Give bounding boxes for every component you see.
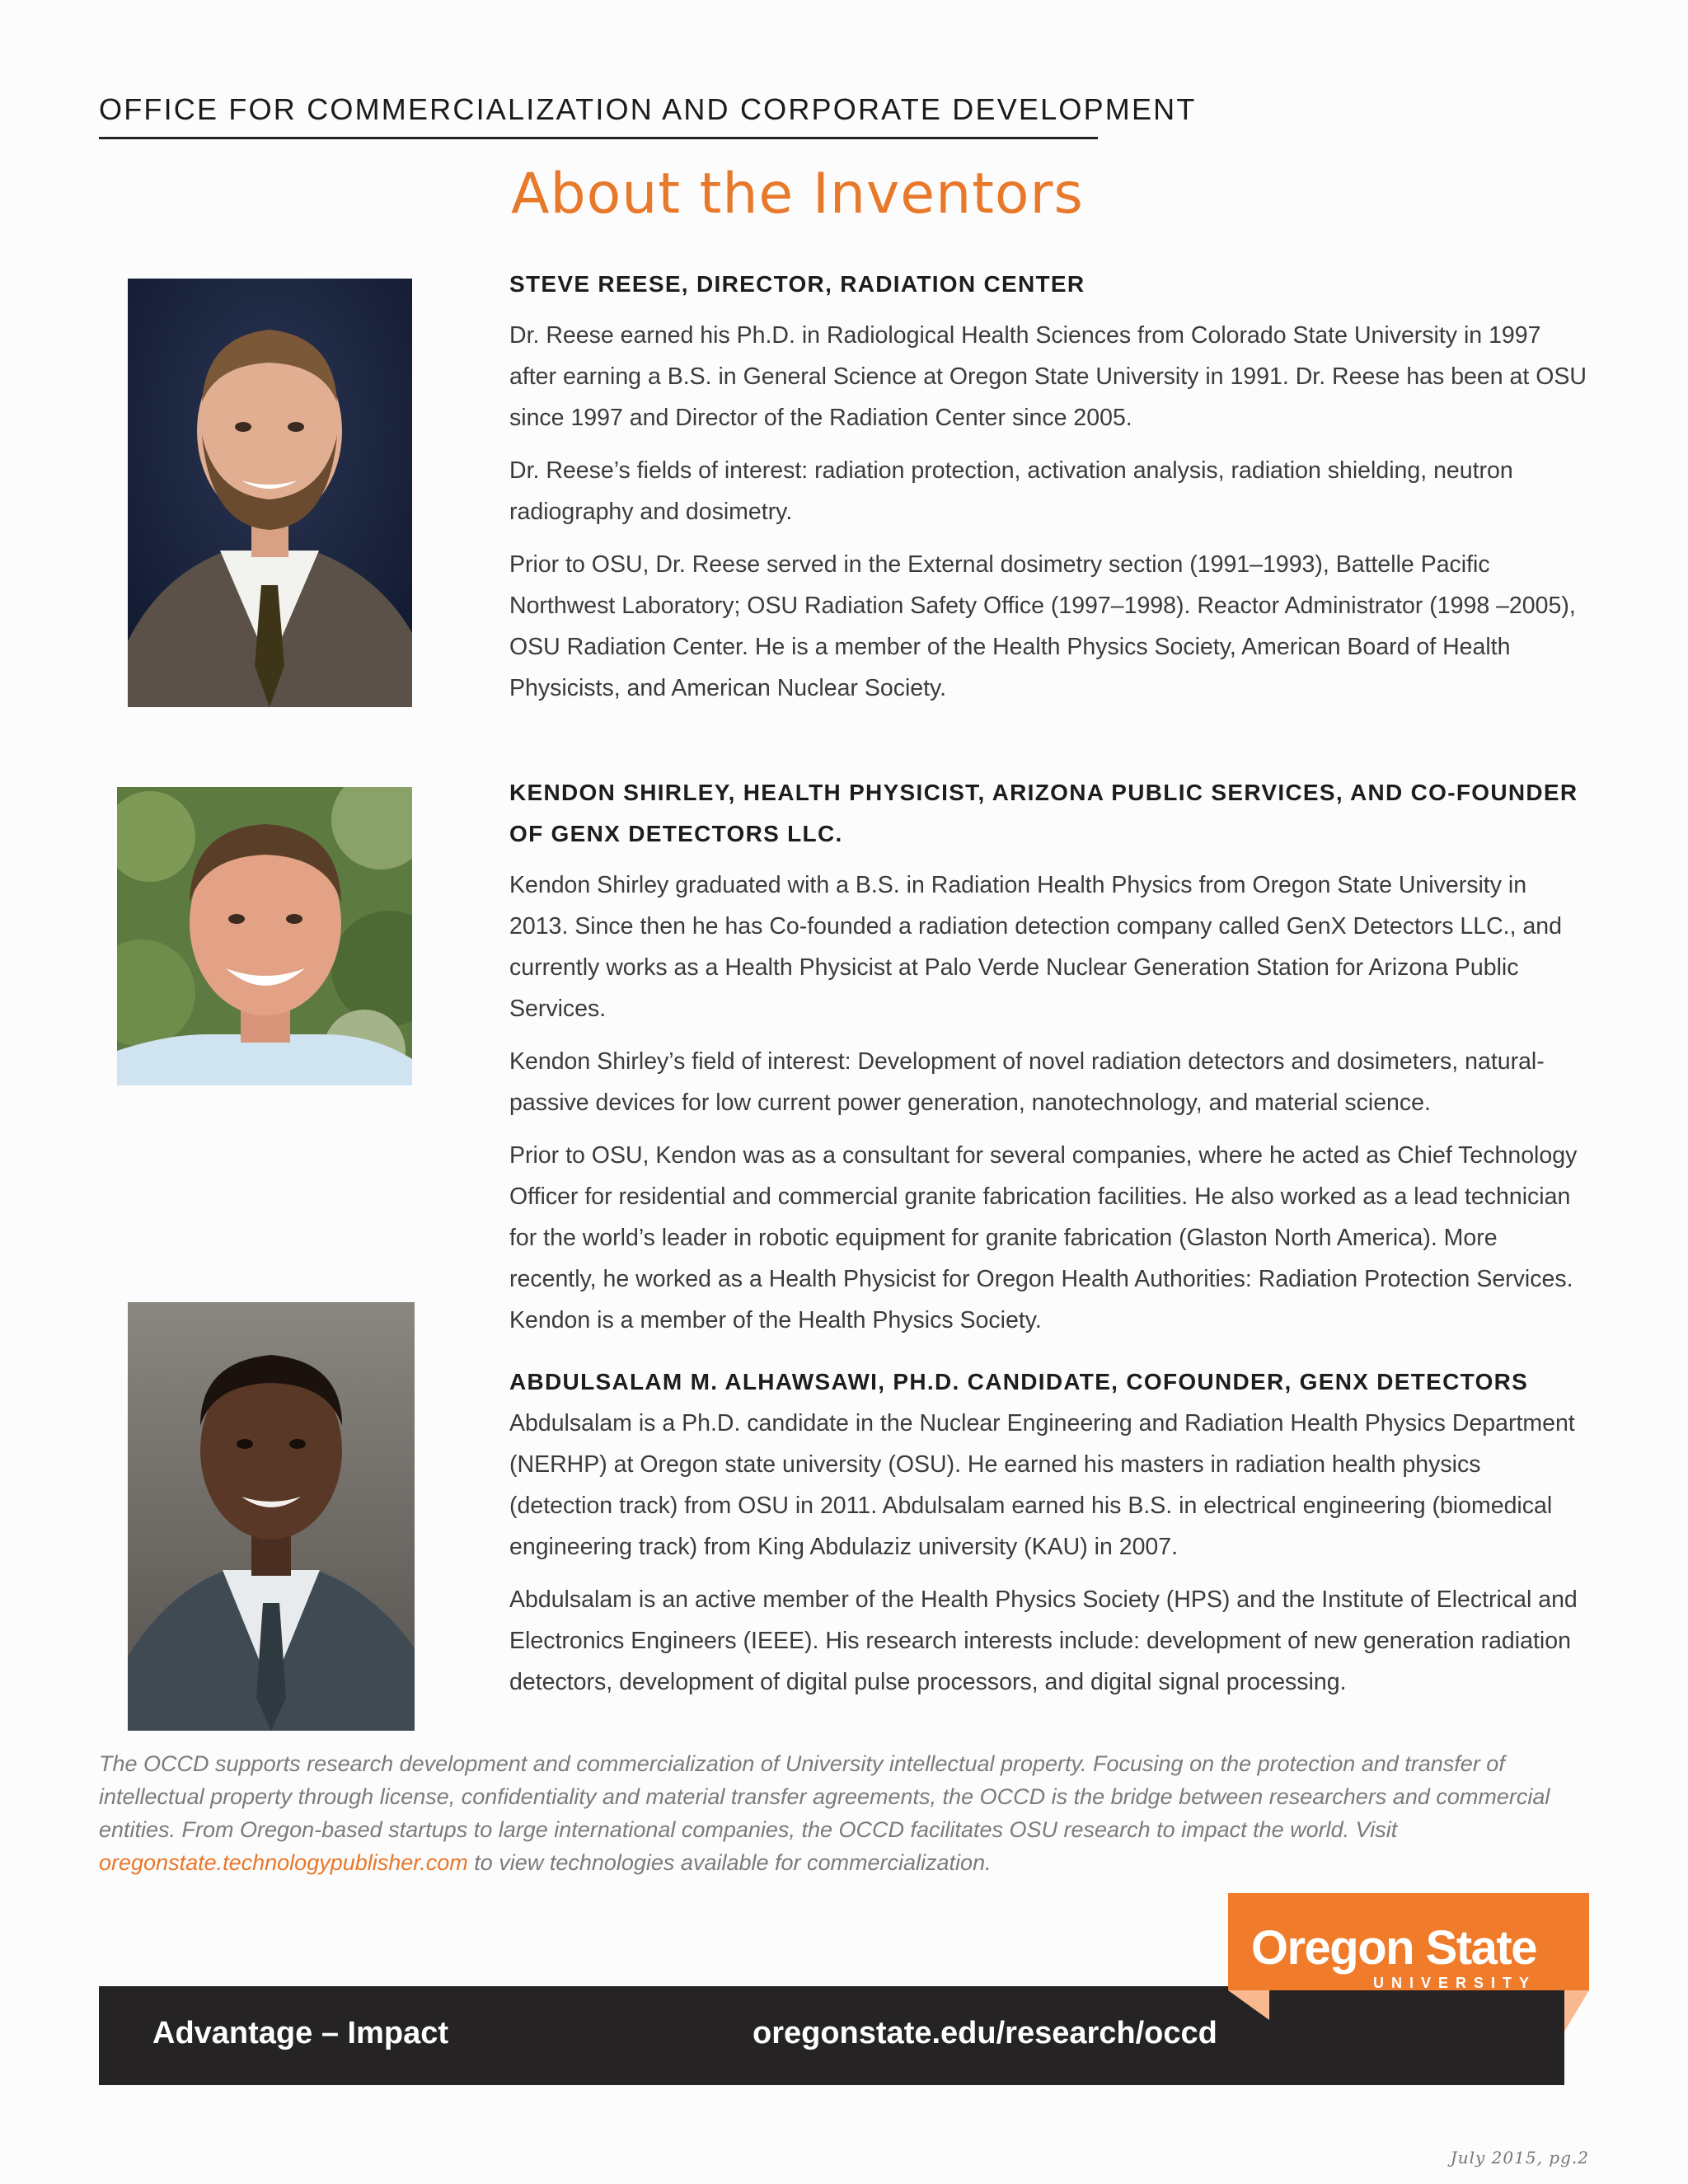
inventor-name: STEVE REESE, DIRECTOR, RADIATION CENTER bbox=[509, 271, 1085, 297]
occd-description-text-end: to view technologies available for commercialization. bbox=[467, 1850, 992, 1875]
inventor-name: ABDULSALAM M. ALHAWSAWI, PH.D. CANDIDATE, COFOUNDER, GENX DETECTORS bbox=[509, 1369, 1529, 1394]
inventor-bio-paragraph: Kendon Shirley graduated with a B.S. in Radiation Health Physics from Oregon State University in 2013. Since then he has Co-founded a radiation detection company called GenX Detectors LLC., and currently works as a Health Physicist at Palo Verde Nuclear Generation Station for Arizona Public Services. bbox=[509, 872, 1562, 1022]
portrait-kendon-shirley bbox=[117, 787, 412, 1085]
inventor-interests-paragraph: Dr. Reese’s fields of interest: radiation protection, activation analysis, radiation shielding, neutron radiography and dosimetry. bbox=[509, 457, 1513, 525]
logo-name: Oregon State bbox=[1250, 1921, 1536, 1975]
photo-kendon-shirley bbox=[117, 787, 412, 1085]
inventor-prior-paragraph: Prior to OSU, Dr. Reese served in the External dosimetry section (1991–1993), Battelle Pacific Northwest Laboratory; OSU Radiation Safety Office (1997–1998). Reactor Administrator (1998 –2005), OSU Radiation Center. He is a member of the Health Physics Society, American Board of Health Physicists, and American Nuclear Society. bbox=[509, 551, 1576, 701]
occd-description-text: The OCCD supports research development and commercialization of University intellectual property. Focusing on the protection and transfer of intellectual property through license, confidentiality and material transfer agreements, the OCCD is the bridge between researchers and commercial entities. From Oregon-based startups to large international companies, the OCCD facilitates OSU research to impact the world. Visit bbox=[99, 1751, 1550, 1842]
photo-steve-reese bbox=[128, 279, 412, 707]
inventor-name: KENDON SHIRLEY, HEALTH PHYSICIST, ARIZONA PUBLIC SERVICES, AND CO-FOUNDER OF GENX DETECTORS LLC. bbox=[509, 780, 1578, 846]
inventor-prior-paragraph: Prior to OSU, Kendon was as a consultant for several companies, where he acted as Chief Technology Officer for residential and commercial granite fabrication facilities. He also worked as a lead technician for the world’s leader in robotic equipment for granite fabrication (Glaston North America). More recently, he worked as a Health Physicist for Oregon Health Authorities: Radiation Protection Services. Kendon is a member of the Health Physics Society. bbox=[509, 1142, 1578, 1333]
logo-fold-left bbox=[1228, 1990, 1269, 2020]
logo-subtitle: UNIVERSITY bbox=[1372, 1975, 1536, 1991]
portrait-steve-reese bbox=[128, 279, 412, 707]
oregon-state-logo bbox=[1228, 1893, 1589, 1990]
footer-tagline: Advantage – Impact bbox=[152, 2016, 448, 2050]
footer-url-link[interactable]: oregonstate.edu/research/occd bbox=[753, 2016, 1217, 2050]
inventor-interests-paragraph: Kendon Shirley’s field of interest: Development of novel radiation detectors and dosimeters, natural-passive devices for low current power generation, nanotechnology, and material science. bbox=[509, 1048, 1545, 1116]
occd-description bbox=[99, 1747, 1607, 1879]
inventor-steve-reese bbox=[509, 264, 1589, 720]
inventor-kendon-shirley bbox=[509, 772, 1589, 1352]
technologypublisher-link[interactable]: oregonstate.technologypublisher.com bbox=[99, 1850, 468, 1875]
portrait-abdulsalam-alhawsawi bbox=[128, 1302, 415, 1731]
office-header: OFFICE FOR COMMERCIALIZATION AND CORPORATE DEVELOPMENT bbox=[99, 92, 1098, 139]
footer-bar bbox=[99, 1986, 1564, 2085]
inventor-bio-paragraph: Dr. Reese earned his Ph.D. in Radiological Health Sciences from Colorado State University in 1997 after earning a B.S. in General Science at Oregon State University in 1991. Dr. Reese has been at OSU since 1997 and Director of the Radiation Center since 2005. bbox=[509, 322, 1587, 431]
page-title: About the Inventors bbox=[511, 162, 1084, 227]
inventor-bio-paragraph: Abdulsalam is a Ph.D. candidate in the Nuclear Engineering and Radiation Health Physics Department (NERHP) at Oregon state university (OSU). He earned his masters in radiation health physics (detection track) from OSU in 2011. Abdulsalam earned his B.S. in electrical engineering (biomedical engineering track) from King Abdulaziz university (KAU) in 2007. bbox=[509, 1410, 1575, 1560]
inventor-abdulsalam-alhawsawi bbox=[509, 1361, 1589, 1714]
inventor-interests-paragraph: Abdulsalam is an active member of the Health Physics Society (HPS) and the Institute of Electrical and Electronics Engineers (IEEE). His research interests include: development of new generation radiation detectors, development of digital pulse processors, and digital signal processing. bbox=[509, 1586, 1578, 1695]
page-number: July 2015, pg.2 bbox=[1450, 2148, 1589, 2168]
logo-fold-right bbox=[1564, 1990, 1589, 2032]
photo-abdulsalam-alhawsawi bbox=[128, 1302, 415, 1731]
